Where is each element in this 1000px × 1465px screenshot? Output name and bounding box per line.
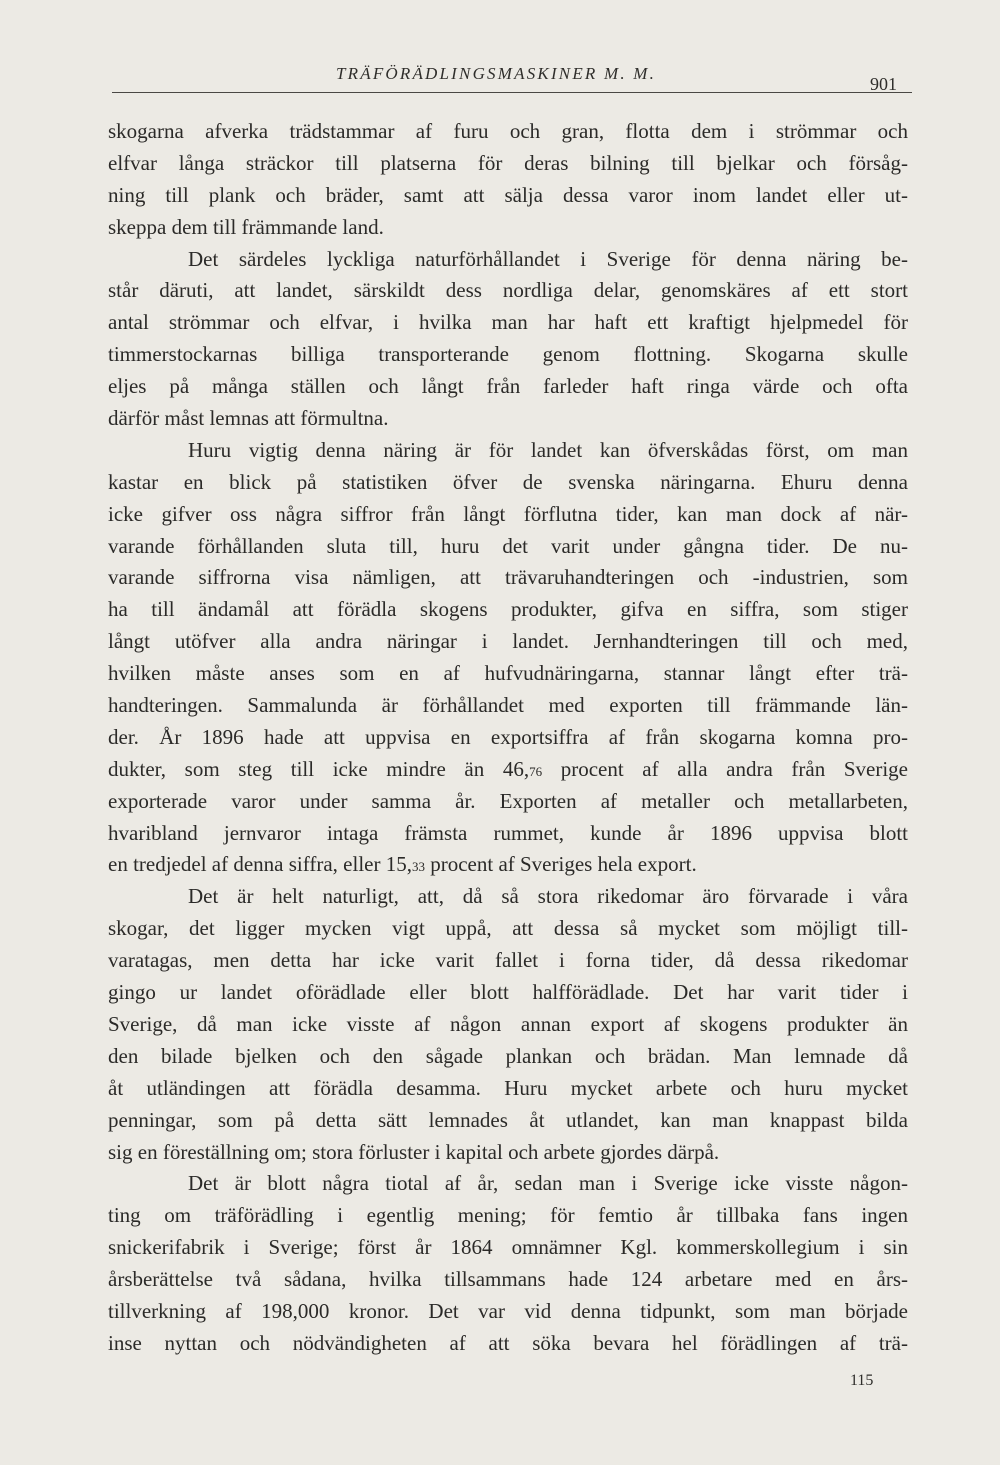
text-line: penningar, som på detta sätt lemnades åt utlandet, kan man knappast bilda bbox=[108, 1107, 908, 1132]
text-line: varande förhållanden sluta till, huru det varit under gångna tider. De nu- bbox=[108, 533, 908, 558]
text-line: ning till plank och bräder, samt att sälja dessa varor inom landet eller ut- bbox=[108, 182, 908, 207]
text-line: årsberättelse två sådana, hvilka tillsammans hade 124 arbetare med en års- bbox=[108, 1267, 908, 1292]
text-line: handteringen. Sammalunda är förhållandet med exporten till främmande län- bbox=[108, 693, 908, 718]
text-line: varande siffrorna visa nämligen, att trävaruhandteringen och -industrien, som bbox=[108, 565, 908, 590]
text-line: tillverkning af 198,000 kronor. Det var vid denna tidpunkt, som man började bbox=[108, 1298, 908, 1323]
text-segment: procent af Sveriges hela export. bbox=[424, 852, 697, 877]
text-line: varatagas, men detta har icke varit fallet i forna tider, då dessa rikedomar bbox=[108, 948, 908, 973]
text-line: Det är blott några tiotal af år, sedan man i Sverige icke visste någon- bbox=[188, 1171, 908, 1196]
decimal-digits: 76 bbox=[529, 763, 543, 779]
text-segment: en tredjedel af denna siffra, eller 15, bbox=[108, 852, 412, 877]
text-line: inse nyttan och nödvändigheten af att söka bevara hel förädlingen af trä- bbox=[108, 1330, 908, 1355]
page-number: 901 bbox=[870, 74, 897, 94]
signature-mark: 115 bbox=[850, 1372, 874, 1389]
text-line: snickerifabrik i Sverige; först år 1864 omnämner Kgl. kommerskollegium i sin bbox=[108, 1235, 908, 1260]
text-line bbox=[108, 754, 908, 786]
running-title: TRÄFÖRÄDLINGSMASKINER M. M. bbox=[336, 64, 657, 83]
text-line: timmerstockarnas billiga transporterande genom flottning. Skogarna skulle bbox=[108, 342, 908, 367]
text-line: åt utländingen att förädla desamma. Huru mycket arbete och huru mycket bbox=[108, 1075, 908, 1100]
text-line: hvilken måste anses som en af hufvudnäringarna, stannar långt efter trä- bbox=[108, 661, 908, 686]
text-line: långt utöfver alla andra näringar i landet. Jernhandteringen till och med, bbox=[108, 629, 908, 654]
text-line: ting om träförädling i egentlig mening; för femtio år tillbaka fans ingen bbox=[108, 1203, 908, 1228]
text-segment: procent af alla andra från Sverige bbox=[542, 756, 908, 781]
text-line: den bilade bjelken och den sågade plankan och brädan. Man lemnade då bbox=[108, 1043, 908, 1068]
header-rule bbox=[112, 92, 912, 93]
text-line: eljes på många ställen och långt från farleder haft ringa värde och ofta bbox=[108, 374, 908, 399]
text-line: icke gifver oss några siffror från långt förflutna tider, kan man dock af när- bbox=[108, 501, 908, 526]
text-segment: dukter, som steg till icke mindre än 46, bbox=[108, 756, 530, 781]
text-line: står däruti, att landet, särskildt dess nordliga delar, genomskäres af ett stort bbox=[108, 278, 908, 303]
text-line bbox=[108, 849, 908, 881]
text-line: antal strömmar och elfvar, i hvilka man har haft ett kraftigt hjelpmedel för bbox=[108, 310, 908, 335]
text-line: kastar en blick på statistiken öfver de svenska näringarna. Ehuru denna bbox=[108, 469, 908, 494]
text-line: skogarna afverka trädstammar af furu och gran, flotta dem i strömmar och bbox=[108, 119, 908, 143]
text-line: Huru vigtig denna näring är för landet kan öfverskådas först, om man bbox=[188, 437, 908, 462]
text-line: ha till ändamål att förädla skogens produkter, gifva en siffra, som stiger bbox=[108, 597, 908, 622]
decimal-digits: 33 bbox=[411, 859, 425, 875]
text-line: skeppa dem till främmande land. bbox=[108, 214, 384, 239]
text-line: exporterade varor under samma år. Exporten af metaller och metallarbeten, bbox=[108, 788, 908, 813]
text-line: Det är helt naturligt, att, då så stora rikedomar äro förvarade i våra bbox=[188, 884, 908, 909]
text-line: sig en föreställning om; stora förluster i kapital och arbete gjordes därpå. bbox=[108, 1139, 720, 1164]
text-line: der. År 1896 hade att uppvisa en exportsiffra af från skogarna komna pro- bbox=[108, 724, 908, 749]
text-line: Det särdeles lyckliga naturförhållandet i Sverige för denna näring be- bbox=[188, 246, 908, 271]
text-line: gingo ur landet oförädlade eller blott halfförädlade. Det har varit tider i bbox=[108, 980, 908, 1005]
text-line: hvaribland jernvaror intaga främsta rummet, kunde år 1896 uppvisa blott bbox=[108, 820, 908, 845]
text-line: därför måst lemnas att förmultna. bbox=[108, 406, 389, 431]
body-text bbox=[108, 116, 908, 1360]
text-line: elfvar långa sträckor till platserna för deras bilning till bjelkar och försåg- bbox=[108, 150, 908, 175]
text-line: Sverige, då man icke visste af någon annan export af skogens produkter än bbox=[108, 1011, 908, 1036]
text-line: skogar, det ligger mycken vigt uppå, att dessa så mycket som möjligt till- bbox=[108, 916, 908, 941]
